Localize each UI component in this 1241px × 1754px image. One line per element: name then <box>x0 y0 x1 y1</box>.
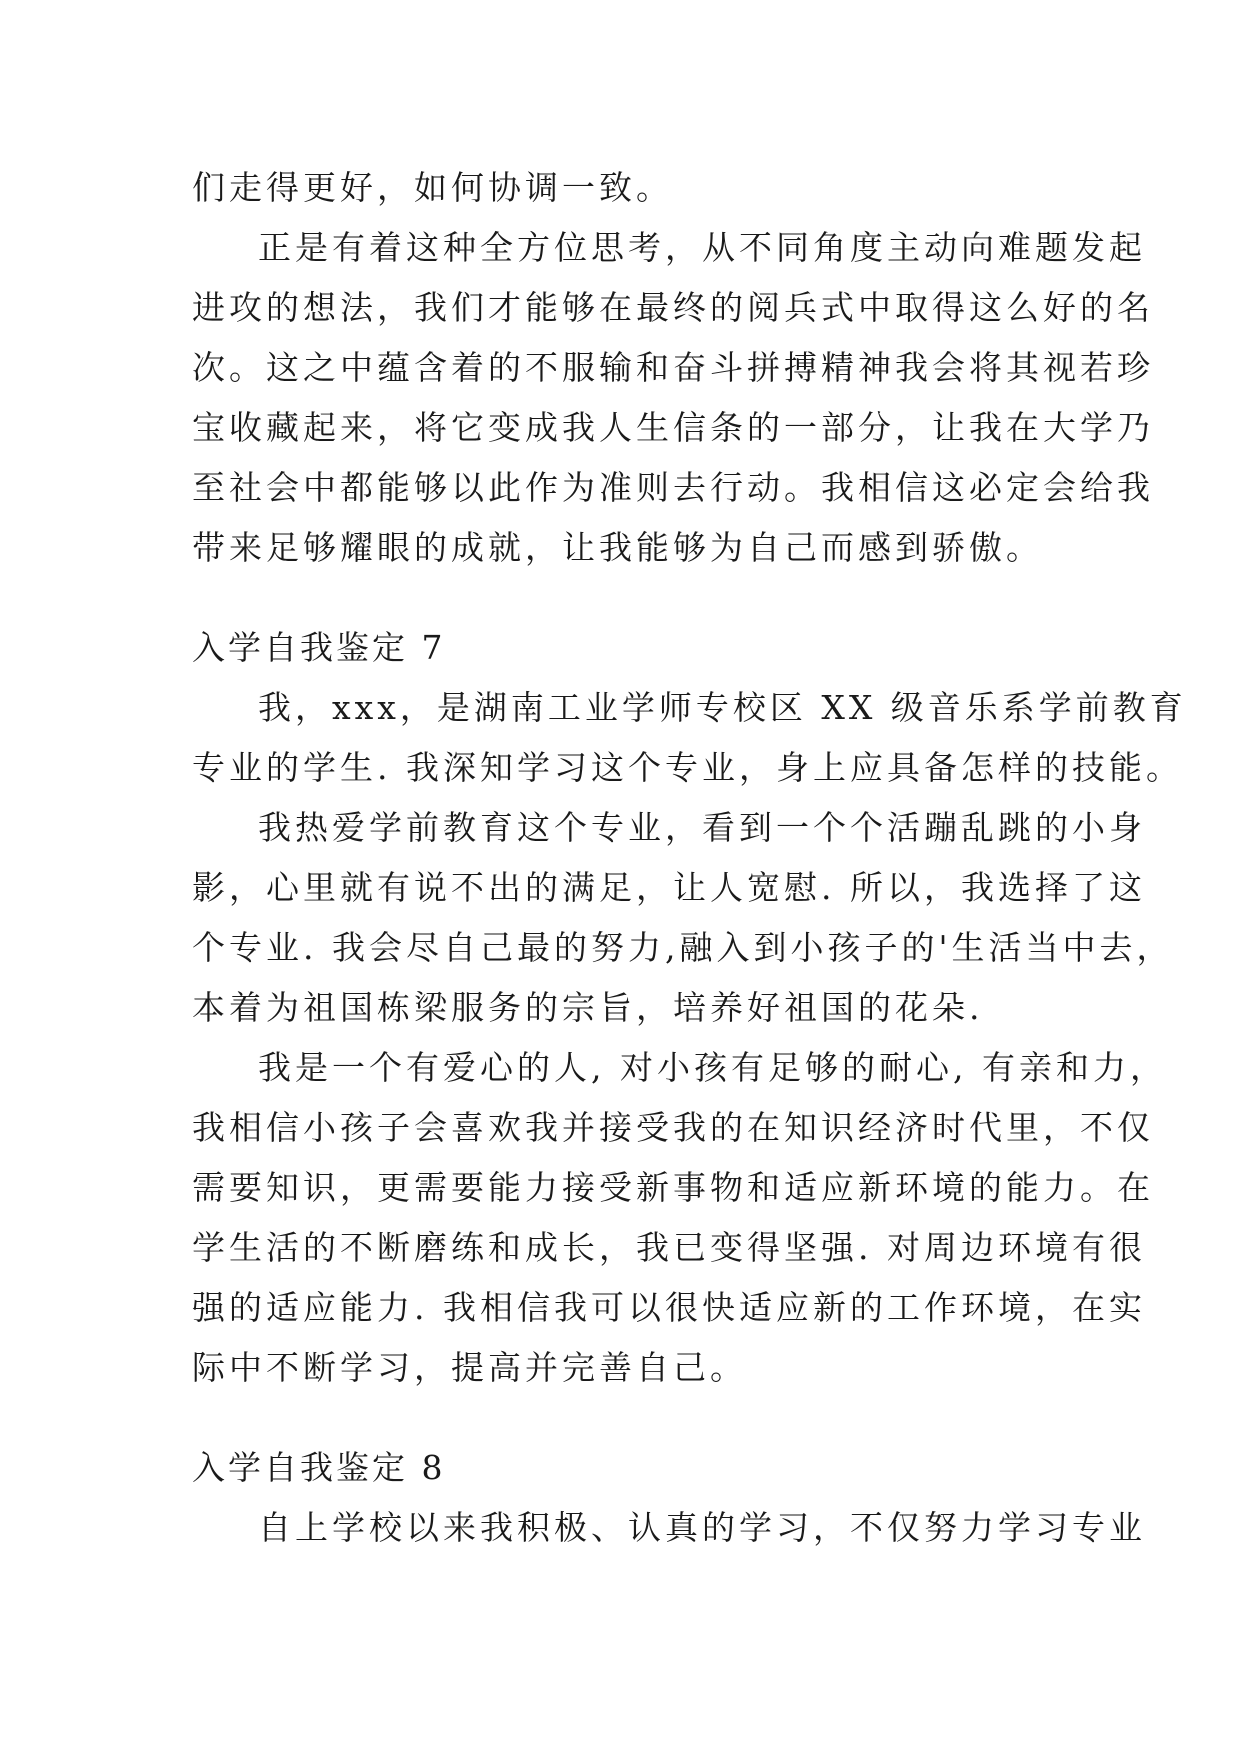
paragraph-line: 至社会中都能够以此作为准则去行动。我相信这必定会给我 <box>192 468 1154 507</box>
section-heading: 入学自我鉴定 7 <box>192 628 446 667</box>
paragraph-line: 需要知识，更需要能力接受新事物和适应新环境的能力。在 <box>192 1168 1154 1207</box>
paragraph-line: 们走得更好，如何协调一致。 <box>192 168 673 207</box>
paragraph-line: 我是一个有爱心的人, 对小孩有足够的耐心, 有亲和力， <box>258 1048 1167 1087</box>
paragraph-line: 正是有着这种全方位思考，从不同角度主动向难题发起 <box>258 228 1146 267</box>
paragraph-line: 强的适应能力. 我相信我可以很快适应新的工作环境，在实 <box>192 1288 1146 1327</box>
paragraph-line: 次。这之中蕴含着的不服输和奋斗拼搏精神我会将其视若珍 <box>192 348 1154 387</box>
paragraph-line: 学生活的不断磨练和成长，我已变得坚强. 对周边环境有很 <box>192 1228 1146 1267</box>
paragraph-line: 影，心里就有说不出的满足，让人宽慰. 所以，我选择了这 <box>192 868 1146 907</box>
paragraph-line: 我热爱学前教育这个专业，看到一个个活蹦乱跳的小身 <box>258 808 1146 847</box>
paragraph-line: 自上学校以来我积极、认真的学习，不仅努力学习专业 <box>258 1508 1146 1547</box>
paragraph-line: 宝收藏起来，将它变成我人生信条的一部分，让我在大学乃 <box>192 408 1154 447</box>
paragraph-line: 本着为祖国栋梁服务的宗旨，培养好祖国的花朵. <box>192 988 984 1027</box>
paragraph-line: 我相信小孩子会喜欢我并接受我的在知识经济时代里，不仅 <box>192 1108 1154 1147</box>
section-heading: 入学自我鉴定 8 <box>192 1448 446 1487</box>
paragraph-line: 我，xxx，是湖南工业学师专校区 XX 级音乐系学前教育 <box>258 688 1187 727</box>
paragraph-line: 际中不断学习，提高并完善自己。 <box>192 1348 747 1387</box>
paragraph-line: 个专业. 我会尽自己最的努力,融入到小孩子的'生活当中去， <box>192 928 1174 967</box>
paragraph-line: 进攻的想法，我们才能够在最终的阅兵式中取得这么好的名 <box>192 288 1154 327</box>
paragraph-line: 专业的学生. 我深知学习这个专业，身上应具备怎样的技能。 <box>192 748 1183 787</box>
paragraph-line: 带来足够耀眼的成就，让我能够为自己而感到骄傲。 <box>192 528 1043 567</box>
